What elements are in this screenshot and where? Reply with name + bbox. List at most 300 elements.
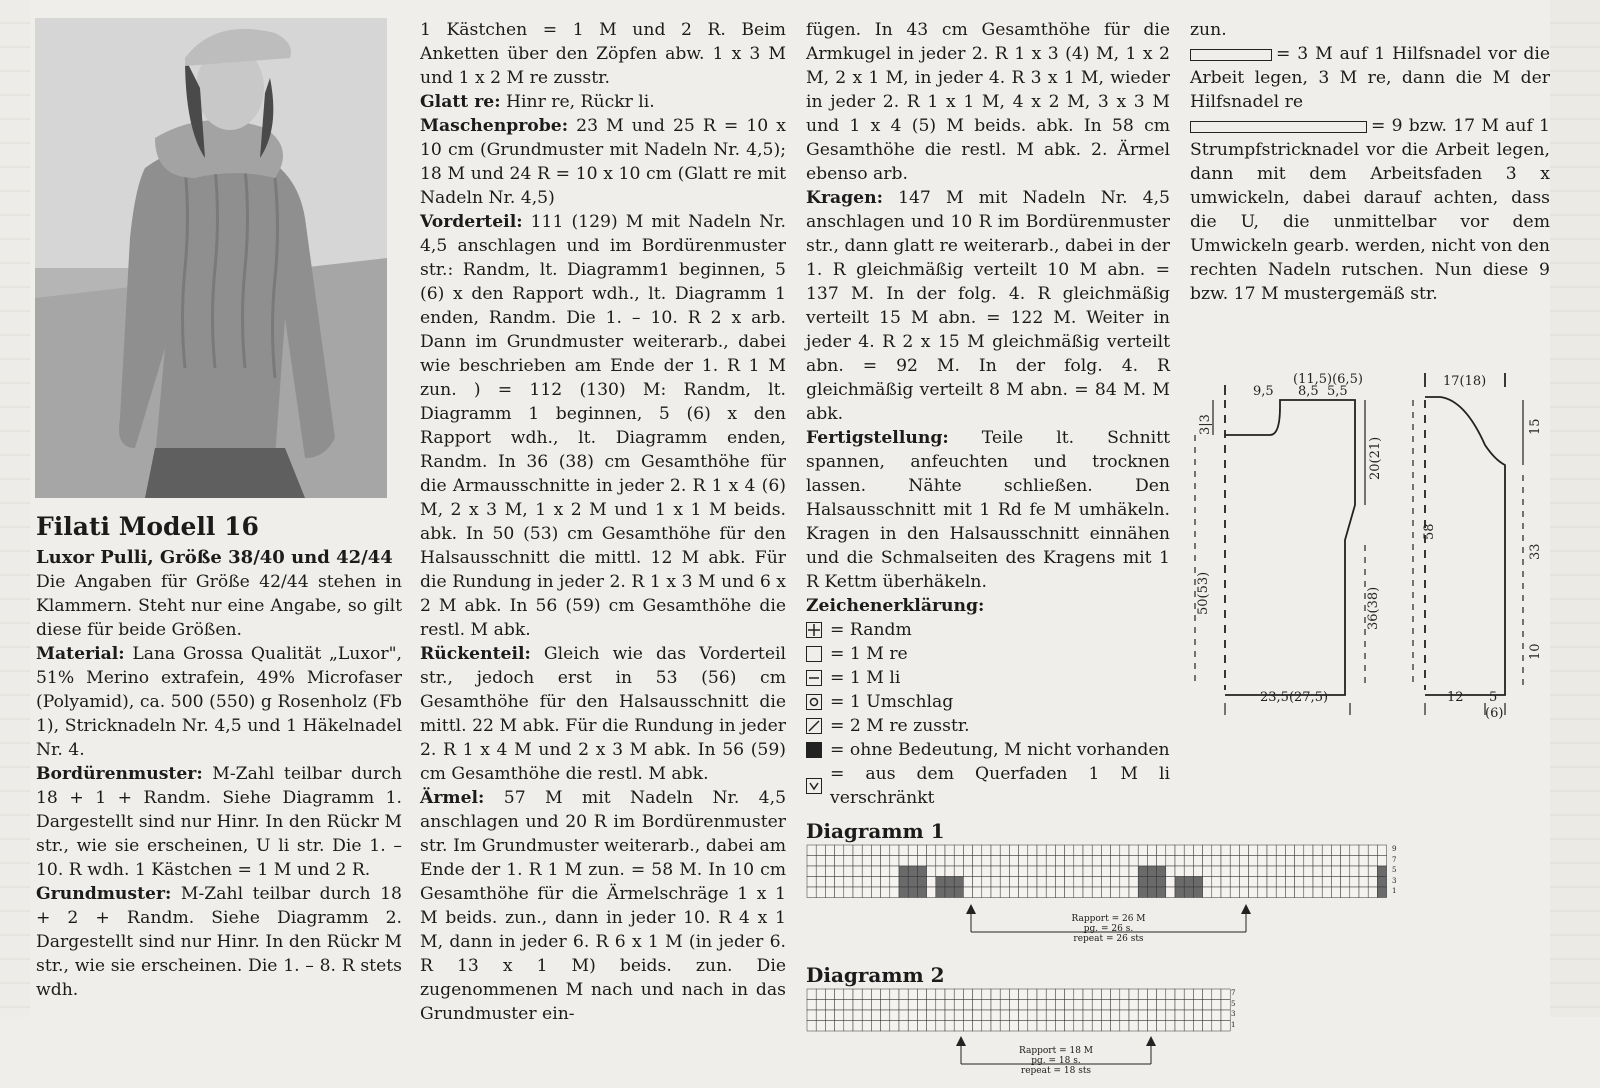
chart-cell (1267, 877, 1276, 888)
chart-cell (982, 887, 991, 898)
chart-cell (1101, 845, 1110, 856)
chart-cell (1166, 1000, 1175, 1011)
chart-cell (1028, 877, 1037, 888)
chart-cell (954, 877, 963, 888)
chart-cell (945, 887, 954, 898)
rapport-line: repeat = 26 sts (1073, 934, 1144, 944)
chart-cell (1276, 845, 1285, 856)
chart-cell (982, 877, 991, 888)
chart-cell (1037, 1021, 1046, 1032)
stockinette-label: Glatt re: (420, 92, 501, 112)
chart-cell (973, 1000, 982, 1011)
chart-cell (982, 1000, 991, 1011)
legend-text: = ohne Bedeutung, M nicht vorhanden (830, 740, 1170, 760)
front-text: 111 (129) M mit Nadeln Nr. 4,5 anschlagen und im Bordürenmuster str.: Randm, lt. Diagramm1 beginnen, 5 (6) x den Rapport wdh., lt. Diagramm 1 enden, Randm. Die 1. – 10. R 2 x arb. Dann im Grundmuster weiterarb., dabei wie beschrieben am Ende der 1. R 1 M zun. ) = 112 (130) M: Randm, lt. Diagramm 1 beginnen, 5 (6) x den Rapport wdh., lt. Diagramm enden, Randm. In 36 (38) cm Gesamthöhe für die Armausschnitte in jeder 2. R 1 x 4 (6) M, 2 x 3 M, 1 x 2 M und 1 x 1 M beids. abk. In 50 (53) cm Gesamthöhe für den Halsausschnitt die mittl. 12 M abk. Für die Rundung in jeder 2. R 1 x 3 M und 6 x 2 M abk. In 56 (59) cm Gesamthöhe die restl. M abk. (420, 212, 786, 640)
chart-cell (908, 856, 917, 867)
chart-cell (1147, 989, 1156, 1000)
chart-cell (1111, 1000, 1120, 1011)
chart-cell (1101, 887, 1110, 898)
diagram2-rapport (996, 1046, 1116, 1076)
body-outline (1225, 385, 1355, 695)
chart-cell (1258, 856, 1267, 867)
chart-cell (1101, 1010, 1110, 1021)
cable-symbol-icon (1190, 49, 1272, 61)
col3-intro: fügen. In 43 cm Gesamthöhe für die Armkugel in jeder 2. R 1 x 3 (4) M, 1 x 2 M, 2 x 1 M, in jeder 4. R 3 x 1 M, wieder in jeder 2. R 1 x 1 M, 4 x 2 M, 3 x 3 M und 1 x 4 (5) M beids. abk. In 58 cm Gesamthöhe die restl. M abk. 2. Ärmel ebenso arb. (806, 20, 1170, 184)
legend-k2tog (806, 714, 1170, 738)
chart-cell (954, 856, 963, 867)
basic-pattern-text: M-Zahl teilbar durch 18 + 2 + Randm. Siehe Diagramm 2. Dargestellt sind nur Hinr. In den Rückr M str., wie sie erscheinen. Die 1. – 8. R stets wdh. (36, 884, 402, 1000)
chart-cell (871, 856, 880, 867)
chart-cell (853, 877, 862, 888)
chart-cell (881, 1010, 890, 1021)
chart-cell (1193, 845, 1202, 856)
k2tog-icon (806, 718, 822, 734)
chart-cell (1350, 877, 1359, 888)
chart-cell (862, 1000, 871, 1011)
chart-cell (1111, 866, 1120, 877)
chart-cell (1037, 877, 1046, 888)
chart-cell (1350, 845, 1359, 856)
chart-cell (991, 856, 1000, 867)
dim-sleeve-inc: 5 (1489, 690, 1498, 705)
chart-cell (1120, 877, 1129, 888)
front-paragraph (420, 210, 786, 642)
chart-cell (908, 1010, 917, 1021)
chart-cell (1295, 887, 1304, 898)
chart-cell (1341, 866, 1350, 877)
chart-cell (1037, 1010, 1046, 1021)
chart-cell (973, 845, 982, 856)
chart-cell (917, 1000, 926, 1011)
chart-cell (1028, 887, 1037, 898)
chart-cell (844, 989, 853, 1000)
chart-cell (862, 866, 871, 877)
back-text: Gleich wie das Vorderteil str., jedoch erst in 53 (56) cm Gesamthöhe für den Halsausschnitt die mittl. 22 M abk. Für die Rundung in jeder 2. R 1 x 4 M und 2 x 3 M abk. In 56 (59) cm Gesamthöhe die restl. M abk. (420, 644, 786, 784)
chart-cell (1258, 887, 1267, 898)
chart-cell (1166, 989, 1175, 1000)
chart-cell (1285, 877, 1294, 888)
chart-cell (1092, 866, 1101, 877)
gauge-paragraph (420, 114, 786, 210)
chart-cell (1193, 989, 1202, 1000)
chart-cell (917, 1021, 926, 1032)
chart-cell (890, 877, 899, 888)
chart-cell (945, 866, 954, 877)
chart-cell (963, 877, 972, 888)
sleeve-outline (1425, 373, 1505, 695)
chart-cell (1184, 989, 1193, 1000)
page-edge-left (0, 0, 30, 1017)
chart-cell (973, 866, 982, 877)
chart-cell (1101, 877, 1110, 888)
chart-cell (1193, 1021, 1202, 1032)
chart-cell (908, 866, 917, 877)
chart-cell (825, 866, 834, 877)
chart-cell (881, 866, 890, 877)
dim-neck-depth: 3|3 (1198, 414, 1213, 435)
chart-cell (1111, 989, 1120, 1000)
rapport-line: pg. = 18 s. (1031, 1056, 1081, 1066)
chart-cell (1175, 1010, 1184, 1021)
chart-cell (973, 856, 982, 867)
chart-cell (899, 1021, 908, 1032)
chart-cell (1129, 877, 1138, 888)
chart-cell (1111, 887, 1120, 898)
chart-cell (1065, 887, 1074, 898)
chart-cell (1212, 1021, 1221, 1032)
chart-cell (1304, 866, 1313, 877)
chart-cell (825, 1000, 834, 1011)
chart-cell (982, 989, 991, 1000)
dim-neck: 8,5 (1298, 384, 1319, 399)
chart-cell (927, 877, 936, 888)
dim-shoulder: 9,5 (1253, 384, 1274, 399)
rapport-line: Rapport = 26 M (1071, 914, 1146, 924)
chart-cell (936, 845, 945, 856)
chart-cell (871, 989, 880, 1000)
dim-neck-side: 5,5 (1327, 384, 1348, 399)
legend-edge-stitch (806, 618, 1170, 642)
chart-cell (1221, 989, 1230, 1000)
legend-knit (806, 642, 1170, 666)
chart-cell (954, 845, 963, 856)
border-pattern-text: M-Zahl teilbar durch 18 + 1 + Randm. Siehe Diagramm 1. Dargestellt sind nur Hinr. In den Rückr M str., wie sie erscheinen, U li str. Die 1. – 10. R wdh. 1 Kästchen = 1 M und 2 R. (36, 764, 402, 880)
chart-cell (1083, 1021, 1092, 1032)
chart-cell (1046, 866, 1055, 877)
legend-text: = Randm (830, 620, 912, 640)
row-number: 1 (1392, 887, 1397, 895)
chart-cell (973, 989, 982, 1000)
chart-cell (890, 866, 899, 877)
chart-cell (1028, 1010, 1037, 1021)
legend-text: = aus dem Querfaden 1 M li verschränkt (830, 764, 1170, 808)
chart-cell (853, 887, 862, 898)
chart-cell (807, 845, 816, 856)
chart-cell (917, 989, 926, 1000)
chart-cell (1331, 845, 1340, 856)
chart-cell (1221, 866, 1230, 877)
chart-cell (844, 856, 853, 867)
chart-cell (881, 845, 890, 856)
chart-cell (1175, 1021, 1184, 1032)
chart-cell (1019, 1010, 1028, 1021)
chart-cell (1322, 877, 1331, 888)
chart-cell (890, 845, 899, 856)
chart-cell (963, 989, 972, 1000)
chart-cell (963, 1010, 972, 1021)
chart-cell (1212, 989, 1221, 1000)
diagram1-title: Diagramm 1 (806, 819, 945, 843)
chart-cell (1221, 887, 1230, 898)
chart-cell (1046, 1000, 1055, 1011)
chart-cell (1157, 845, 1166, 856)
chart-cell (1258, 866, 1267, 877)
collar-label: Kragen: (806, 188, 883, 208)
chart-cell (1157, 1000, 1166, 1011)
chart-cell (917, 887, 926, 898)
chart-cell (1000, 856, 1009, 867)
chart-cell (1230, 866, 1239, 877)
chart-cell (1157, 1021, 1166, 1032)
chart-cell (1019, 1021, 1028, 1032)
chart-cell (1368, 866, 1377, 877)
chart-cell (835, 877, 844, 888)
chart-cell (1230, 877, 1239, 888)
model-photo (35, 18, 387, 498)
border-pattern-label: Bordürenmuster: (36, 764, 203, 784)
chart-cell (1147, 887, 1156, 898)
chart-cell (881, 887, 890, 898)
chart-cell (1341, 877, 1350, 888)
chart-cell (807, 866, 816, 877)
chart-cell (1203, 1000, 1212, 1011)
chart-cell (1166, 1021, 1175, 1032)
chart-cell (1175, 856, 1184, 867)
chart-cell (1203, 887, 1212, 898)
chart-cell (1184, 1000, 1193, 1011)
chart-cell (1074, 1010, 1083, 1021)
dim-sleeve-inc-alt: (6) (1485, 706, 1504, 721)
chart-cell (1074, 1021, 1083, 1032)
chart-cell (991, 989, 1000, 1000)
chart-cell (1166, 887, 1175, 898)
chart-cell (1009, 1021, 1018, 1032)
chart-cell (1239, 887, 1248, 898)
chart-cell (908, 845, 917, 856)
legend-purl (806, 666, 1170, 690)
chart-cell (1120, 866, 1129, 877)
chart-cell (1285, 866, 1294, 877)
chart-cell (954, 1010, 963, 1021)
chart-cell (881, 989, 890, 1000)
chart-cell (807, 1010, 816, 1021)
knit-stitch-icon (806, 646, 822, 662)
chart-cell (1009, 856, 1018, 867)
chart-cell (1009, 989, 1018, 1000)
chart-cell (1147, 845, 1156, 856)
chart-cell (1368, 877, 1377, 888)
chart-cell (835, 887, 844, 898)
chart-cell (1157, 856, 1166, 867)
chart-cell (1304, 877, 1313, 888)
chart-cell (1129, 887, 1138, 898)
chart-cell (807, 1021, 816, 1032)
chart-cell (881, 1000, 890, 1011)
chart-cell (899, 856, 908, 867)
chart-cell (917, 866, 926, 877)
chart-cell (1065, 877, 1074, 888)
chart-cell (1331, 866, 1340, 877)
chart-cell (862, 1010, 871, 1021)
column-4 (1190, 18, 1550, 306)
chart-cell (816, 1010, 825, 1021)
chart-cell (1212, 887, 1221, 898)
chart-cell (1101, 866, 1110, 877)
chart-cell (816, 877, 825, 888)
chart-cell (1313, 866, 1322, 877)
chart-cell (1046, 1021, 1055, 1032)
chart-cell (1313, 887, 1322, 898)
chart-cell (1037, 887, 1046, 898)
chart-cell (1009, 1010, 1018, 1021)
diagram-2 (806, 988, 1236, 1088)
chart-cell (1203, 856, 1212, 867)
model-photo-illustration (35, 18, 387, 498)
chart-cell (825, 877, 834, 888)
chart-cell (1028, 1000, 1037, 1011)
chart-cell (991, 1021, 1000, 1032)
chart-cell (1055, 887, 1064, 898)
chart-cell (825, 845, 834, 856)
chart-cell (890, 1021, 899, 1032)
chart-cell (1249, 856, 1258, 867)
chart-cell (1193, 866, 1202, 877)
chart-cell (816, 856, 825, 867)
chart-cell (936, 1021, 945, 1032)
chart-cell (1157, 866, 1166, 877)
cable-text: = 3 M auf 1 Hilfsnadel vor die Arbeit legen, 3 M re, dann die M der Hilfsnadel re (1190, 44, 1550, 112)
dim-sleeve-length: 58 (1422, 523, 1437, 540)
chart-cell (963, 1000, 972, 1011)
chart-cell (1000, 989, 1009, 1000)
chart-cell (1203, 866, 1212, 877)
chart-cell (1009, 1000, 1018, 1011)
chart-cell (853, 866, 862, 877)
chart-cell (1065, 845, 1074, 856)
chart-cell (1258, 877, 1267, 888)
chart-cell (1285, 856, 1294, 867)
chart-cell (853, 856, 862, 867)
chart-cell (1046, 887, 1055, 898)
chart-cell (835, 866, 844, 877)
diagram2-title: Diagramm 2 (806, 963, 945, 987)
dim-sleeve-straight: 33 (1528, 543, 1543, 560)
chart-cell (844, 845, 853, 856)
chart-cell (1203, 1021, 1212, 1032)
chart-cell (1019, 866, 1028, 877)
chart-cell (954, 866, 963, 877)
chart-cell (835, 1010, 844, 1021)
chart-cell (1046, 1010, 1055, 1021)
chart-cell (1120, 1021, 1129, 1032)
chart-cell (1074, 866, 1083, 877)
chart-cell (1175, 877, 1184, 888)
chart-cell (862, 1021, 871, 1032)
chart-cell (1065, 989, 1074, 1000)
chart-cell (1221, 1021, 1230, 1032)
chart-cell (890, 856, 899, 867)
chart-cell (1000, 877, 1009, 888)
chart-cell (1138, 877, 1147, 888)
chart-cell (1295, 856, 1304, 867)
chart-cell (1331, 877, 1340, 888)
chart-cell (1101, 989, 1110, 1000)
chart-cell (1055, 1010, 1064, 1021)
chart-cell (1129, 866, 1138, 877)
chart-cell (871, 1021, 880, 1032)
chart-cell (1221, 1010, 1230, 1021)
front-label: Vorderteil: (420, 212, 523, 232)
chart-cell (927, 1010, 936, 1021)
chart-cell (1276, 887, 1285, 898)
dim-side-length: 36(38) (1366, 586, 1381, 630)
chart-cell (1212, 1010, 1221, 1021)
chart-cell (807, 856, 816, 867)
chart-cell (1193, 1010, 1202, 1021)
chart-cell (927, 989, 936, 1000)
chart-cell (1065, 856, 1074, 867)
chart-cell (1184, 1010, 1193, 1021)
diagram1-rapport (1046, 914, 1171, 944)
chart-cell (844, 1010, 853, 1021)
dim-sleeve-half-width: 12 (1447, 690, 1464, 705)
chart-cell (991, 887, 1000, 898)
chart-cell (853, 1010, 862, 1021)
chart-cell (1019, 845, 1028, 856)
chart-cell (871, 866, 880, 877)
stockinette-paragraph (420, 90, 786, 114)
legend-no-stitch (806, 738, 1170, 762)
chart-cell (1055, 877, 1064, 888)
chart-cell (853, 845, 862, 856)
chart-cell (1037, 856, 1046, 867)
chart-cell (1249, 887, 1258, 898)
chart-cell (1313, 845, 1322, 856)
chart-cell (825, 856, 834, 867)
chart-cell (1193, 856, 1202, 867)
chart-cell (1230, 845, 1239, 856)
chart-cell (1019, 989, 1028, 1000)
diagram-1 (806, 844, 1397, 954)
chart-cell (1065, 866, 1074, 877)
chart-cell (1009, 866, 1018, 877)
chart-cell (1184, 1021, 1193, 1032)
chart-cell (1037, 989, 1046, 1000)
chart-cell (1028, 845, 1037, 856)
chart-cell (1000, 887, 1009, 898)
chart-cell (1267, 887, 1276, 898)
edge-stitch-icon (806, 622, 822, 638)
chart-cell (825, 989, 834, 1000)
chart-cell (1065, 1021, 1074, 1032)
diagram2-row-numbers (1231, 988, 1235, 1030)
chart-cell (871, 887, 880, 898)
chart-cell (1377, 866, 1386, 877)
chart-cell (1000, 845, 1009, 856)
chart-cell (816, 845, 825, 856)
chart-cell (1083, 989, 1092, 1000)
chart-cell (835, 1021, 844, 1032)
chart-cell (1083, 887, 1092, 898)
chart-cell (1230, 887, 1239, 898)
chart-cell (1019, 1000, 1028, 1011)
chart-cell (1120, 845, 1129, 856)
chart-cell (862, 989, 871, 1000)
dim-cuff: 10 (1528, 643, 1543, 660)
chart-cell (927, 845, 936, 856)
back-label: Rückenteil: (420, 644, 531, 664)
legend-yarn-over (806, 690, 1170, 714)
chart-cell (908, 1021, 917, 1032)
sleeves-text: 57 M mit Nadeln Nr. 4,5 anschlagen und 20 R im Bordürenmuster str. Im Grundmuster weiterarb., dabei am Ende der 1. R 1 M zun. = 58 M. In 10 cm Gesamthöhe für die Ärmelschräge 1 x 1 M beids. zun., dann in jeder 10. R 4 x 1 M, dann in jeder 6. R 6 x 1 M (in jeder 6. R 13 x 1 M) beids. zun. Die zugenommenen M nach und nach in das Grundmuster ein- (420, 788, 786, 1024)
chart-cell (936, 856, 945, 867)
chart-cell (835, 1000, 844, 1011)
column-2 (420, 18, 786, 1026)
diagram1-row-numbers (1392, 844, 1396, 897)
chart-cell (1285, 887, 1294, 898)
chart-cell (1101, 1021, 1110, 1032)
chart-cell (1055, 866, 1064, 877)
